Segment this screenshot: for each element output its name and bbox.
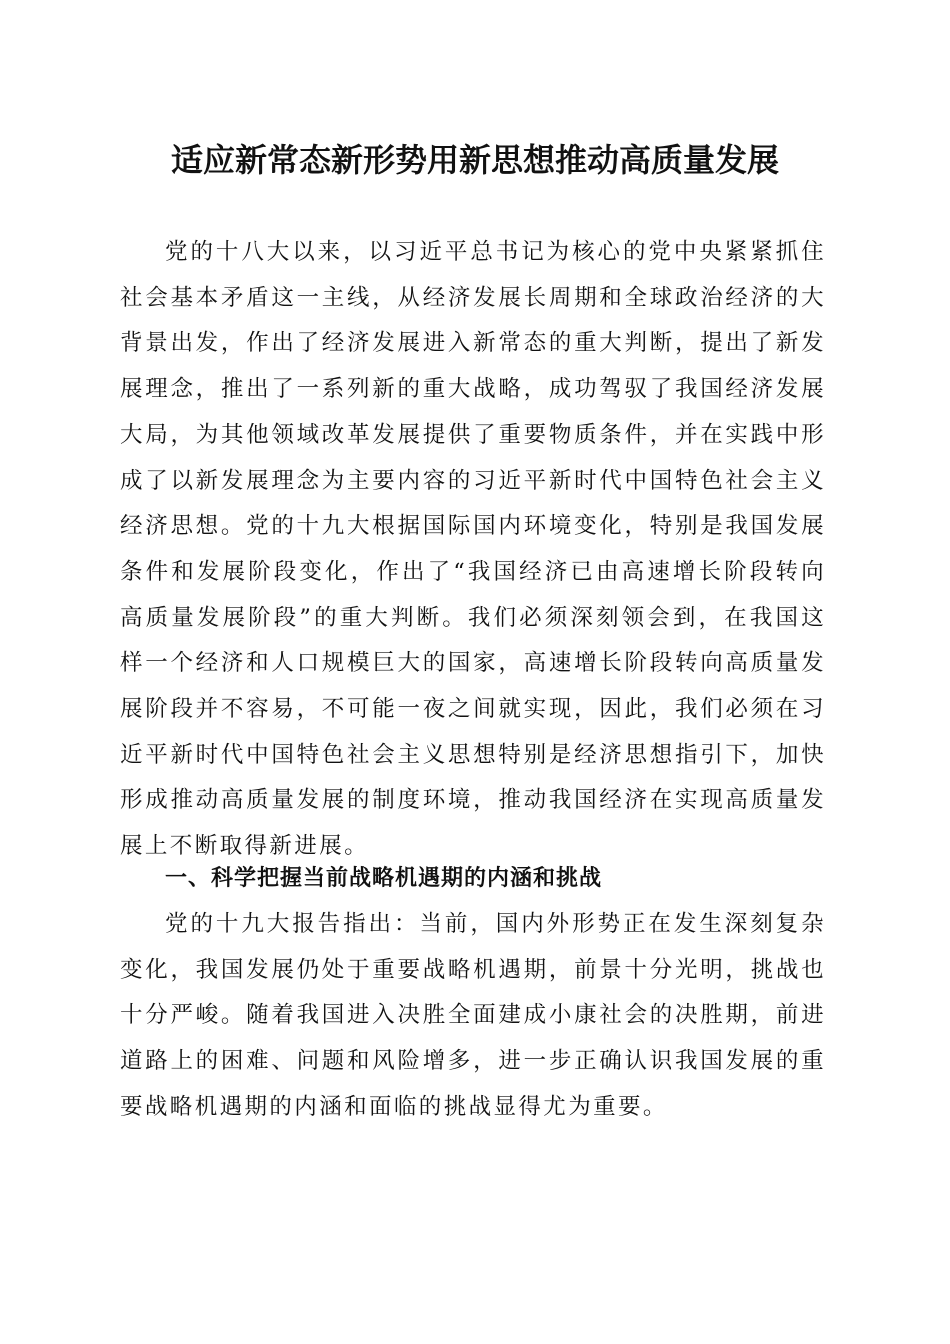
section-heading-1: 一、科学把握当前战略机遇期的内涵和挑战 [165, 866, 603, 891]
body-paragraph-intro: 党的十八大以来，以习近平总书记为核心的党中央紧紧抓住社会基本矛盾这一主线，从经济发展长周期和全球政治经济的大背景出发，作出了经济发展进入新常态的重大判断，提出了新发展理念，推出了一系列新的重大战略，成功驾驭了我国经济发展大局，为其他领域改革发展提供了重要物质条件，并在实践中形成了以新发展理念为主要内容的习近平新时代中国特色社会主义经济思想。党的十九大根据国际国内环境变化，特别是我国发展条件和发展阶段变化，作出了“我国经济已由高速增长阶段转向高质量发展阶段”的重大判断。我们必须深刻领会到，在我国这样一个经济和人口规模巨大的国家，高速增长阶段转向高质量发展阶段并不容易，不可能一夜之间就实现，因此，我们必须在习近平新时代中国特色社会主义思想特别是经济思想指引下，加快形成推动高质量发展的制度环境，推动我国经济在实现高质量发展上不断取得新进展。 [120, 239, 826, 860]
document-title: 适应新常态新形势用新思想推动高质量发展 [170, 141, 779, 179]
body-paragraph-section-1: 党的十九大报告指出：当前，国内外形势正在发生深刻复杂变化，我国发展仍处于重要战略机遇期，前景十分光明，挑战也十分严峻。随着我国进入决胜全面建成小康社会的决胜期，前进道路上的困难、问题和风险增多，进一步正确认识我国发展的重要战略机遇期的内涵和面临的挑战显得尤为重要。 [120, 911, 826, 1120]
